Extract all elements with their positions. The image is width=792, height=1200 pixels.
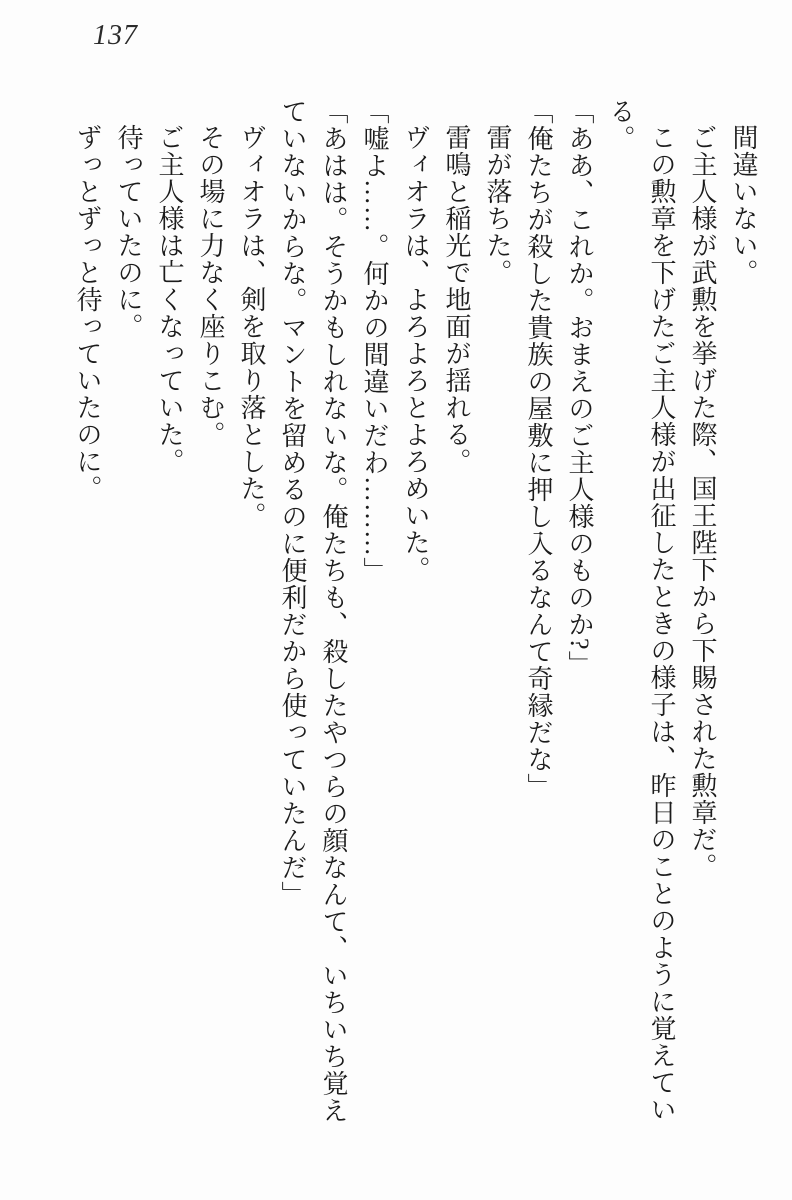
paragraph-1: 間違いない。 [729,124,758,286]
paragraph-12: その場に力なく座りこむ。 [196,124,225,448]
page-number: 137 [93,20,138,51]
paragraph-5: 「俺たちが殺した貴族の屋敷に押し入るなんて奇縁だな」 [524,98,553,800]
paragraph-9: 「嘘よ……。何かの間違いだわ………」 [360,98,389,584]
paragraph-13: ご主人様は亡くなっていた。 [155,124,184,475]
paragraph-4: 「ああ、これか。おまえのご主人様のものか?」 [565,98,594,678]
vertical-text-block [44,98,764,1128]
paragraph-2: ご主人様が武勲を挙げた際、国王陛下から下賜された勲章だ。 [688,124,717,880]
paragraph-3: この勲章を下げたご主人様が出征したときの様子は、昨日のことのように覚えている。 [606,98,676,1123]
paragraph-10: 「あはは。そうかもしれないな。俺たちも、殺したやつらの顔なんて、いちいち覚えていないからな。マントを留めるのに便利だから使っていたんだ」 [278,98,348,1124]
paragraph-8: ヴィオラは、よろよろとよろめいた。 [401,124,430,583]
paragraph-14: 待っていたのに。 [114,124,143,340]
paragraph-11: ヴィオラは、剣を取り落とした。 [237,124,266,529]
paragraph-15: ずっとずっと待っていたのに。 [73,124,102,502]
paragraph-7: 雷鳴と稲光で地面が揺れる。 [442,124,471,475]
paragraph-6: 雷が落ちた。 [483,124,512,286]
